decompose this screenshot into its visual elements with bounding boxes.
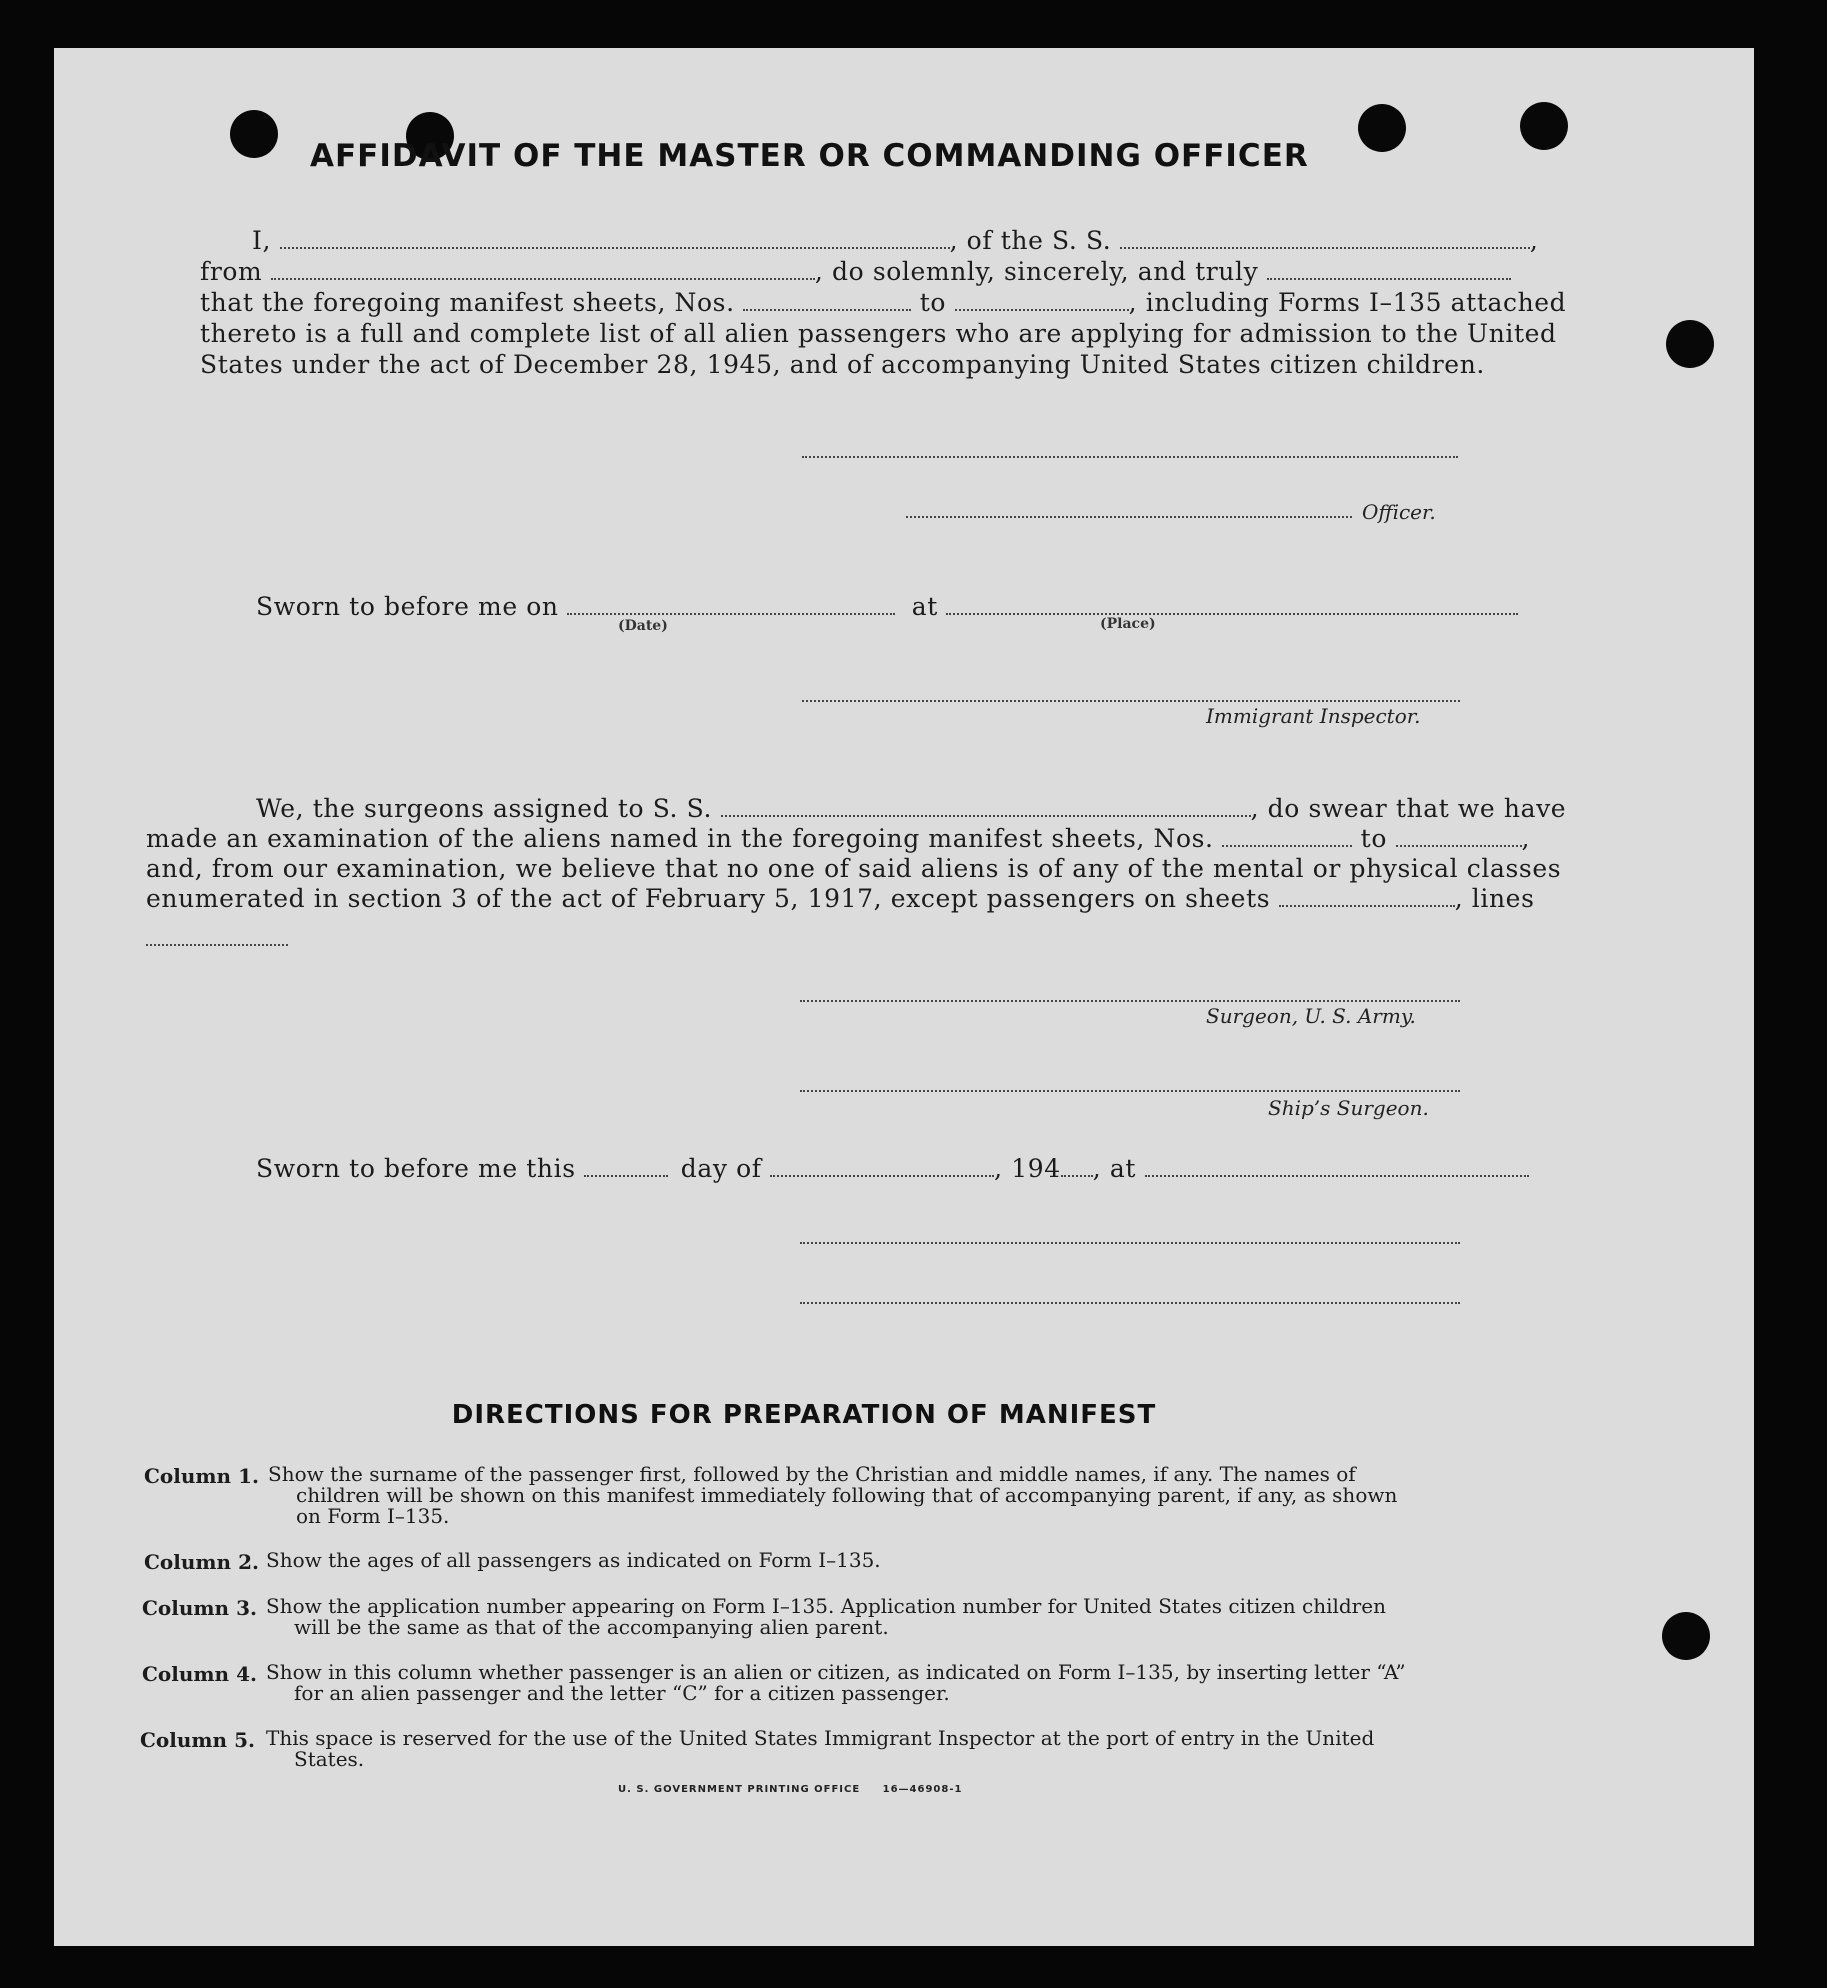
column-1-label: Column 1. bbox=[144, 1464, 259, 1488]
sworn-signature-line-1[interactable] bbox=[800, 1242, 1460, 1244]
exception-sheets-field[interactable] bbox=[1279, 885, 1455, 907]
army-surgeon-signature-line[interactable] bbox=[800, 1000, 1460, 1002]
origin-port-field[interactable] bbox=[271, 258, 815, 280]
sworn-location-field[interactable] bbox=[1145, 1155, 1529, 1177]
column-5-label: Column 5. bbox=[140, 1728, 255, 1752]
ship-surgeon-caption: Ship’s Surgeon. bbox=[1268, 1096, 1429, 1120]
surgeons-sheet-to-field[interactable] bbox=[1396, 825, 1522, 847]
officer-signature-line-1[interactable] bbox=[802, 456, 1458, 458]
column-3-text: Show the application number appearing on Form I–135. Application number for United States citizen children will be the same as that of the accompanying alien parent. bbox=[266, 1594, 1386, 1639]
sworn-day-line: Sworn to before me this day of , 194 , at bbox=[200, 1154, 1529, 1183]
surgeons-line-1: We, the surgeons assigned to S. S. , do swear that we have bbox=[256, 794, 1567, 823]
date-caption: (Date) bbox=[618, 618, 668, 634]
surgeons-line-2: made an examination of the aliens named in the foregoing manifest sheets, Nos. to , bbox=[146, 824, 1531, 853]
ship-surgeon-signature-line[interactable] bbox=[800, 1090, 1460, 1092]
sworn-month-field[interactable] bbox=[770, 1155, 994, 1177]
surgeons-line-3: and, from our examination, we believe that no one of said aliens is of any of the mental or physical classes bbox=[146, 854, 1562, 883]
inspector-signature-line[interactable] bbox=[802, 700, 1460, 702]
sworn-date-field[interactable] bbox=[567, 593, 895, 615]
directions-title: DIRECTIONS FOR PREPARATION OF MANIFEST bbox=[451, 1400, 1157, 1430]
affidavit-line-5: States under the act of December 28, 1945, and of accompanying United States citizen children. bbox=[200, 350, 1485, 379]
affidavit-line-3: that the foregoing manifest sheets, Nos. to , including Forms I–135 attached bbox=[200, 288, 1567, 317]
surgeons-sheet-from-field[interactable] bbox=[1222, 825, 1352, 847]
sworn-day-field[interactable] bbox=[584, 1155, 668, 1177]
affidavit-title: AFFIDAVIT OF THE MASTER OR COMMANDING OFFICER bbox=[310, 138, 1309, 174]
column-1-text: Show the surname of the passenger first, followed by the Christian and middle names, if any. The names of children will be shown on this manifest immediately following that of accompanying parent, if any, as shown on Form I–135. bbox=[268, 1462, 1398, 1528]
inspector-caption: Immigrant Inspector. bbox=[1206, 704, 1421, 728]
army-surgeon-caption: Surgeon, U. S. Army. bbox=[1206, 1004, 1416, 1028]
ship-name-field[interactable] bbox=[1120, 227, 1530, 249]
place-caption: (Place) bbox=[1100, 616, 1156, 632]
column-4-label: Column 4. bbox=[142, 1662, 257, 1686]
punch-hole bbox=[1662, 1612, 1710, 1660]
oath-field[interactable] bbox=[1267, 258, 1511, 280]
column-2-text: Show the ages of all passengers as indicated on Form I–135. bbox=[266, 1548, 881, 1572]
sheet-to-field[interactable] bbox=[955, 289, 1129, 311]
affidavit-line-1: I, , of the S. S. , bbox=[252, 226, 1539, 255]
affidavit-line-4: thereto is a full and complete list of all alien passengers who are applying for admission to the United bbox=[200, 319, 1557, 348]
officer-signature-line-2[interactable] bbox=[906, 516, 1352, 518]
sworn-place-field[interactable] bbox=[946, 593, 1518, 615]
surgeons-line-4: enumerated in section 3 of the act of February 5, 1917, except passengers on sheets , lines bbox=[146, 884, 1535, 913]
sworn-signature-line-2[interactable] bbox=[800, 1302, 1460, 1304]
column-2-label: Column 2. bbox=[144, 1550, 259, 1574]
printer-imprint: U. S. GOVERNMENT PRINTING OFFICE 16—46908-1 bbox=[618, 1784, 963, 1795]
column-4-text: Show in this column whether passenger is an alien or citizen, as indicated on Form I–135, by inserting letter “A” for an alien passenger and the letter “C” for a citizen passenger. bbox=[266, 1660, 1406, 1705]
affidavit-line-2: from , do solemnly, sincerely, and truly bbox=[200, 257, 1511, 286]
officer-caption: Officer. bbox=[1362, 500, 1436, 524]
surgeons-ship-field[interactable] bbox=[721, 795, 1251, 817]
form-page bbox=[54, 48, 1754, 1946]
punch-hole bbox=[1666, 320, 1714, 368]
sworn-year-field[interactable] bbox=[1061, 1155, 1093, 1177]
exception-lines-field[interactable] bbox=[146, 944, 288, 946]
master-name-field[interactable] bbox=[280, 227, 950, 249]
column-5-text: This space is reserved for the use of the United States Immigrant Inspector at the port of entry in the United States. bbox=[266, 1726, 1375, 1771]
sheet-from-field[interactable] bbox=[743, 289, 911, 311]
column-3-label: Column 3. bbox=[142, 1596, 257, 1620]
sworn-inspector-line: Sworn to before me on at bbox=[204, 592, 1518, 621]
